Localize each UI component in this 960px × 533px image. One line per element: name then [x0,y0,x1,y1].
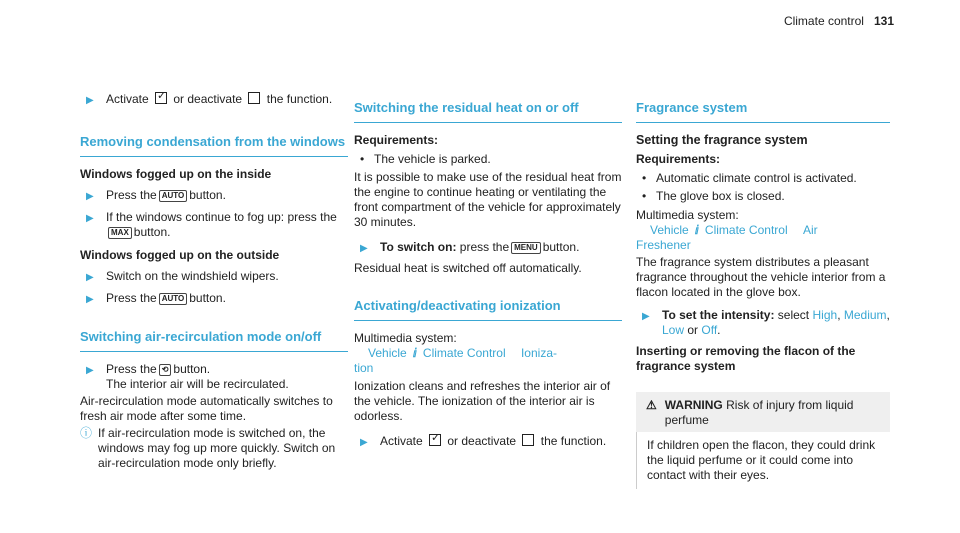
path-arrow-icon: ⅈ [694,223,699,237]
section-title-residual-heat: Switching the residual heat on or off [354,100,622,123]
step: ▶ To set the intensity: select High, Medium, Low or Off. [642,308,890,337]
page-number: 131 [873,14,894,28]
multimedia-label: Multimedia system: [636,208,739,222]
warning-header: ⚠ WARNING Risk of injury from liquid perfume [646,398,854,427]
step: ▶ Activate ✓ or deactivate the function. [360,434,622,450]
warning-triangle-icon: ⚠ [646,398,657,412]
menu-path: Vehicle ⅈ Climate Control Ioniza- [368,346,557,360]
warning-box [636,392,890,489]
step: ▶ Switch on the windshield wipers. [86,269,279,283]
paragraph: Ionization cleans and refreshes the interior air of the vehicle. The ionization of the interior air is odorless. [354,379,611,423]
menu-button-icon: MENU [511,242,541,254]
arrow-icon: ▶ [86,294,94,305]
column-2 [354,100,622,450]
section-title-ionization: Activating/deactivating ionization [354,298,622,321]
auto-button-icon: AUTO [159,293,188,305]
path-arrow-icon [512,346,515,360]
requirement: • The vehicle is parked. [360,152,491,166]
info-icon: ⓘ [80,426,93,440]
arrow-icon: ▶ [86,365,94,376]
paragraph: The fragrance system distributes a pleasant fragrance throughout the vehicle interior from a flacon located in the glove box. [636,255,886,299]
chapter-title: Climate control [783,14,864,28]
arrow-icon: ▶ [86,95,94,106]
arrow-icon: ▶ [360,437,368,448]
subhead-setting: Setting the fragrance system [636,133,808,147]
subhead-flacon: Inserting or removing the flacon of the fragrance system [636,344,856,373]
arrow-icon: ▶ [86,213,94,224]
path-arrow-icon: ⅈ [412,346,417,360]
column-3 [636,100,890,489]
bullet-icon: • [642,171,647,185]
menu-path-cont: Freshener [636,238,691,252]
activate-step: ▶ Activate ✓ or deactivate the function. [86,92,348,108]
checkbox-checked-icon [155,92,167,104]
arrow-icon: ▶ [360,243,368,254]
menu-path: Vehicle ⅈ Climate Control Air [650,223,818,237]
requirement: • Automatic climate control is activated. [642,171,857,185]
path-arrow-icon [794,223,797,237]
step: ▶ Press the AUTO button. [86,188,226,202]
requirements-label: Requirements: [636,152,721,166]
bullet-icon: • [642,189,647,203]
arrow-icon: ▶ [86,272,94,283]
section-title-fragrance: Fragrance system [636,100,890,123]
step: ▶ Press the ⟲ button. The interior air will be recirculated. [86,362,289,391]
checkbox-empty-icon [522,434,534,446]
step: ▶ If the windows continue to fog up: press the MAX button. [86,210,337,239]
checkbox-empty-icon [248,92,260,104]
defrost-max-icon: MAX [108,227,132,239]
recirculation-icon: ⟲ [159,364,172,376]
section-title-recirculation: Switching air-recirculation mode on/off [80,329,348,352]
multimedia-label: Multimedia system: [354,331,457,345]
section-title-condensation: Removing condensation from the windows [80,134,348,157]
requirement: • The glove box is closed. [642,189,785,203]
arrow-icon: ▶ [86,191,94,202]
note: ⓘ If air-recirculation mode is switched on, the windows may fog up more quickly. Switch on air-recirculation mode only briefly. [80,426,336,470]
checkbox-checked-icon [429,434,441,446]
column-1 [80,92,348,471]
subhead-inside: Windows fogged up on the inside [80,167,272,181]
arrow-icon: ▶ [642,311,650,322]
step: ▶ To switch on: press the MENU button. [360,240,580,254]
step: ▶ Press the AUTO button. [86,291,226,305]
page-header [784,14,894,28]
paragraph: It is possible to make use of the residual heat from the engine to continue heating or ventilating the front compartment of the vehicle for approximately 30 minutes. [354,170,622,229]
subhead-outside: Windows fogged up on the outside [80,248,280,262]
paragraph: Air-recirculation mode automatically switches to fresh air mode after some time. [80,394,333,423]
bullet-icon: • [360,152,365,166]
paragraph: Residual heat is switched off automatically. [354,261,582,275]
menu-path-cont: tion [354,361,374,375]
requirements-label: Requirements: [354,133,439,147]
warning-text: If children open the flacon, they could drink the liquid perfume or it could come into contact with their eyes. [636,432,890,489]
auto-button-icon: AUTO [159,190,188,202]
